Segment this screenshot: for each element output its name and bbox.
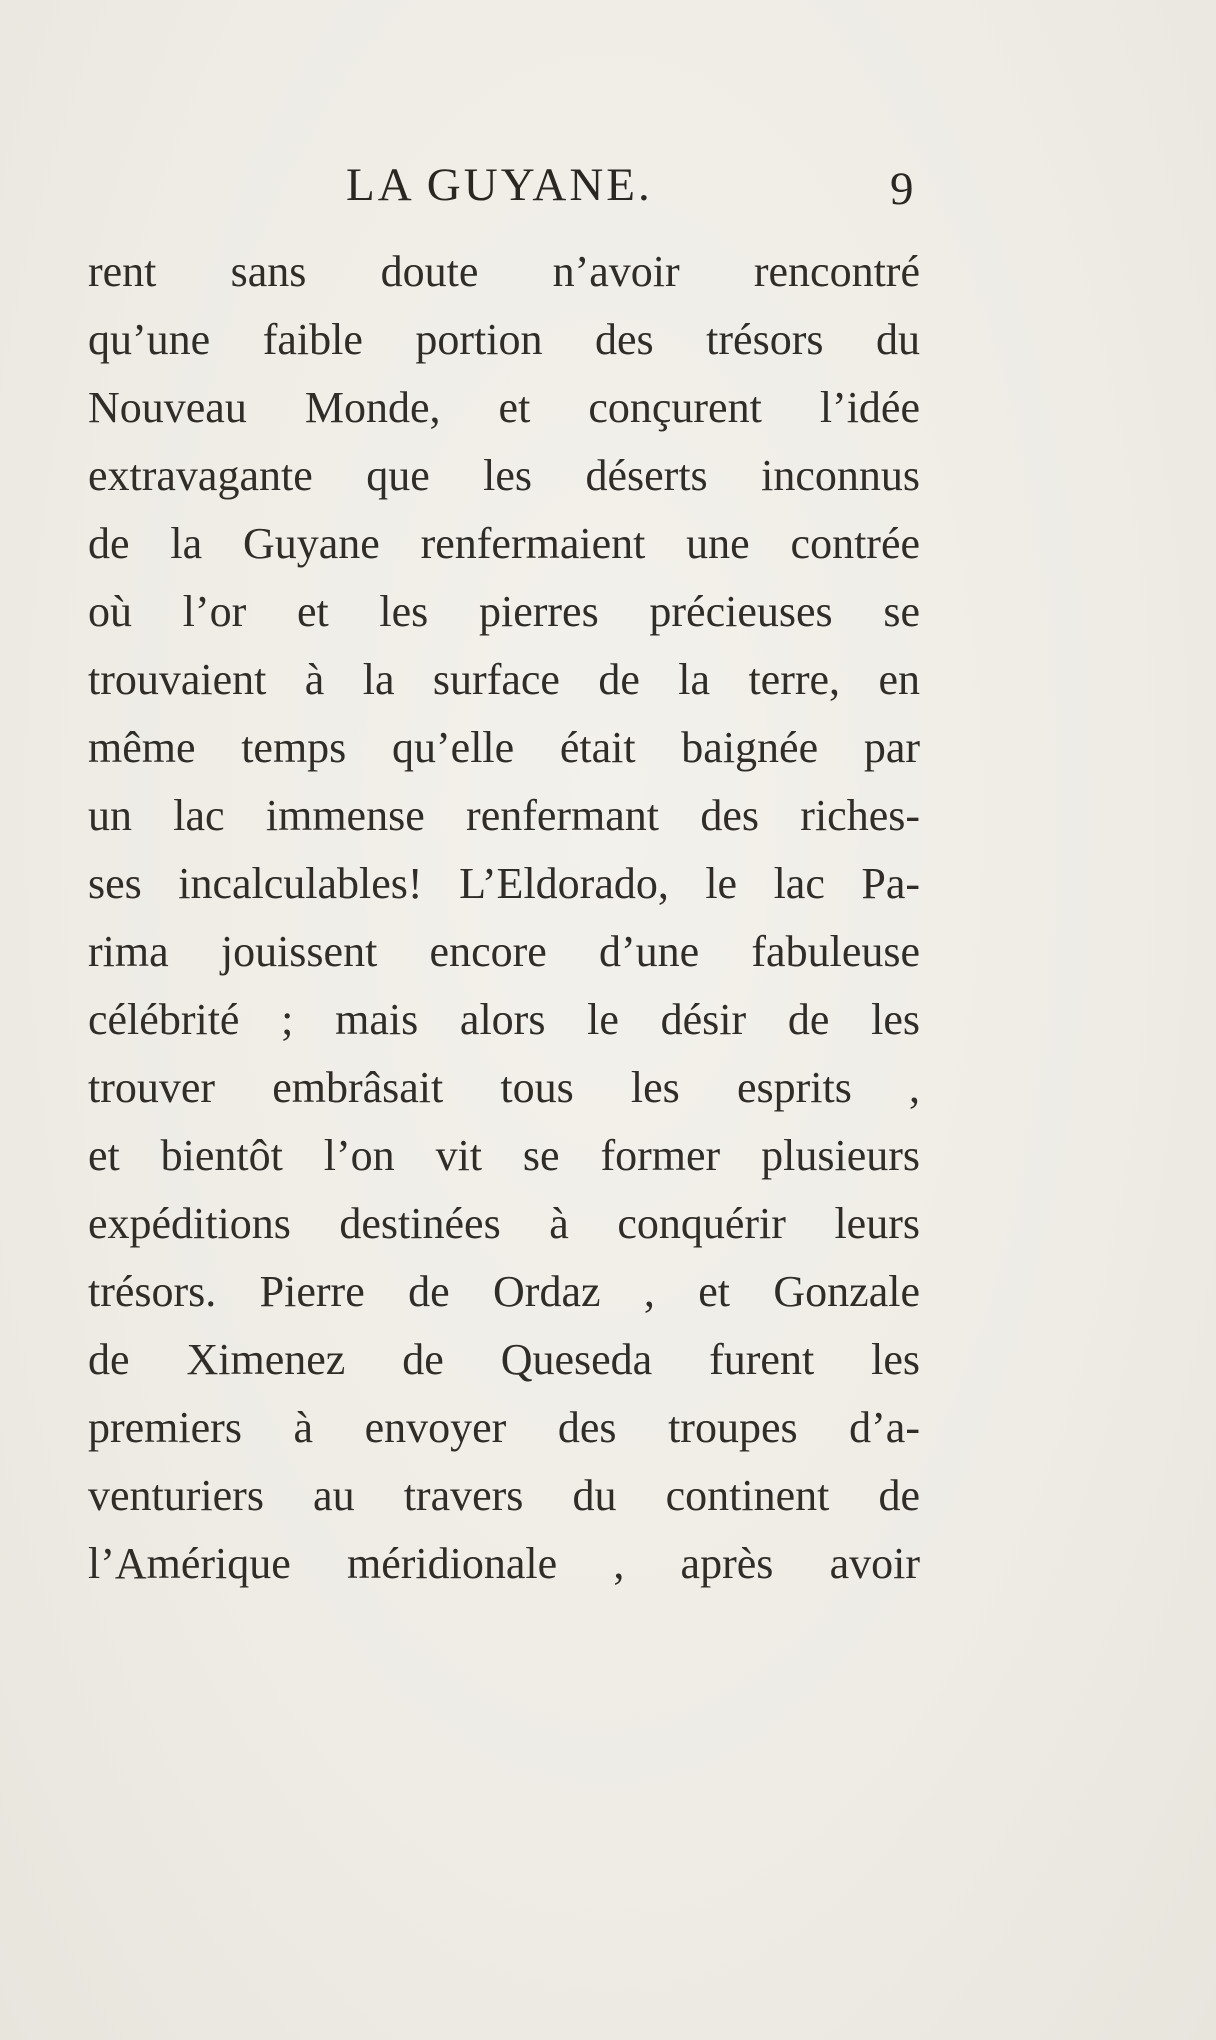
text-line: trouvaient à la surface de la terre, en bbox=[88, 655, 920, 704]
text-line: un lac immense renfermant des riches- bbox=[88, 791, 920, 840]
text-line: venturiers au travers du continent de bbox=[88, 1471, 920, 1520]
text-line: qu’une faible portion des trésors du bbox=[88, 315, 920, 364]
text-line: célébrité ; mais alors le désir de les bbox=[88, 995, 920, 1044]
text-line: l’Amérique méridionale , après avoir bbox=[88, 1539, 920, 1588]
text-line: de la Guyane renfermaient une contrée bbox=[88, 519, 920, 568]
text-line: rent sans doute n’avoir rencontré bbox=[88, 247, 920, 296]
text-line: de Ximenez de Queseda furent les bbox=[88, 1335, 920, 1384]
text-line: où l’or et les pierres précieuses se bbox=[88, 587, 920, 636]
running-head bbox=[90, 150, 920, 220]
body-text bbox=[88, 238, 920, 1598]
text-line: même temps qu’elle était baignée par bbox=[88, 723, 920, 772]
text-line: rima jouissent encore d’une fabuleuse bbox=[88, 927, 920, 976]
text-line: premiers à envoyer des troupes d’a- bbox=[88, 1403, 920, 1452]
text-line: expéditions destinées à conquérir leurs bbox=[88, 1199, 920, 1248]
text-line: et bientôt l’on vit se former plusieurs bbox=[88, 1131, 920, 1180]
text-line: Nouveau Monde, et conçurent l’idée bbox=[88, 383, 920, 432]
running-title: LA GUYANE. bbox=[346, 159, 653, 211]
text-line: extravagante que les déserts inconnus bbox=[88, 451, 920, 500]
text-line: ses incalculables! L’Eldorado, le lac Pa- bbox=[88, 859, 920, 908]
text-line: trésors. Pierre de Ordaz , et Gonzale bbox=[88, 1267, 920, 1316]
text-line: trouver embrâsait tous les esprits , bbox=[88, 1063, 920, 1112]
page-number: 9 bbox=[890, 163, 914, 215]
